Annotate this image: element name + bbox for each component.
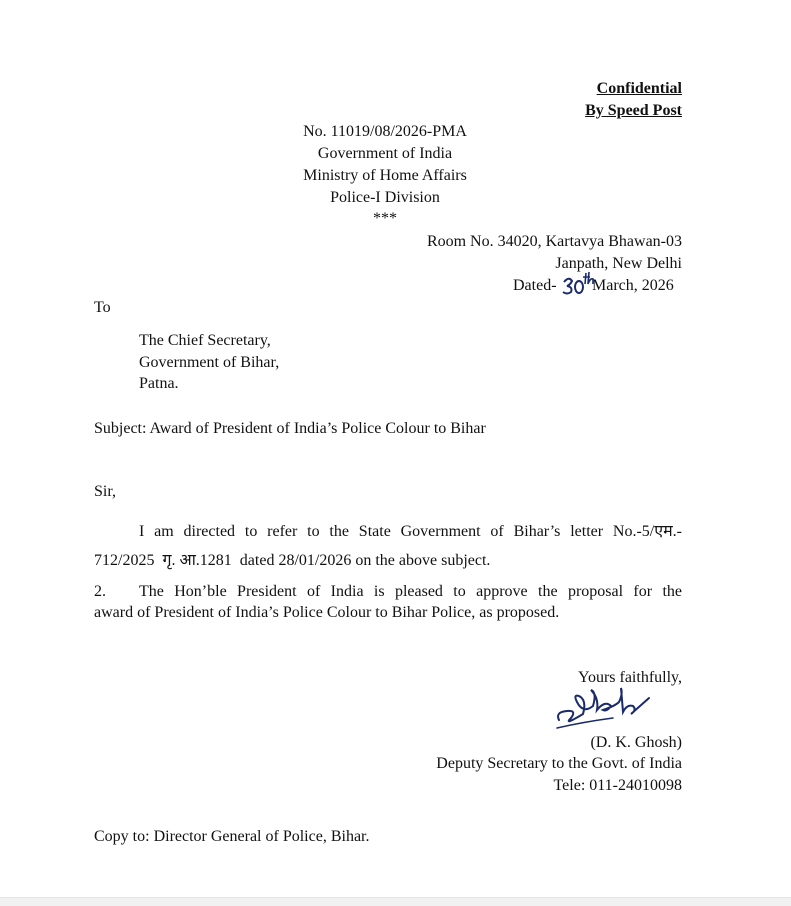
to-label: To bbox=[94, 299, 111, 316]
paragraph-2-line-1: The Hon’ble President of India is pleased to approve the proposal for the bbox=[139, 583, 682, 600]
handwritten-date bbox=[560, 270, 596, 300]
handwritten-date-ink bbox=[560, 270, 596, 300]
paragraph-1-line-1: I am directed to refer to the State Government of Bihar’s letter No.-5/एम.- bbox=[139, 523, 682, 540]
ministry-name: Ministry of Home Affairs bbox=[303, 167, 467, 184]
paragraph-2-line-2: award of President of India’s Police Colour to Bihar Police, as proposed. bbox=[94, 604, 560, 621]
room-address: Room No. 34020, Kartavya Bhawan-03 bbox=[426, 233, 682, 250]
recipient-line-2: Government of Bihar, bbox=[139, 354, 280, 371]
signatory-telephone: Tele: 011-24010098 bbox=[553, 777, 682, 794]
signatory-name: (D. K. Ghosh) bbox=[590, 734, 682, 751]
signatory-designation: Deputy Secretary to the Govt. of India bbox=[436, 755, 682, 772]
dated-suffix: March, 2026 bbox=[592, 277, 674, 294]
salutation: Sir, bbox=[94, 483, 117, 500]
subject-line: Subject: Award of President of India’s Police Colour to Bihar bbox=[94, 420, 486, 437]
reference-number: No. 11019/08/2026-PMA bbox=[303, 123, 467, 140]
government-name: Government of India bbox=[317, 145, 453, 162]
city-address: Janpath, New Delhi bbox=[555, 255, 682, 272]
valediction: Yours faithfully, bbox=[577, 669, 682, 686]
division-name: Police-I Division bbox=[330, 189, 440, 206]
copy-to: Copy to: Director General of Police, Bihar. bbox=[94, 828, 370, 845]
separator-stars: *** bbox=[373, 210, 397, 227]
signature bbox=[553, 684, 653, 732]
confidential-mark: Confidential bbox=[596, 80, 682, 97]
dated-prefix: Dated- bbox=[513, 277, 557, 294]
paragraph-1-line-2: 712/2025 गृ. आ.1281 dated 28/01/2026 on the above subject. bbox=[94, 552, 491, 569]
signature-ink bbox=[553, 684, 653, 732]
speed-post-mark: By Speed Post bbox=[585, 102, 682, 119]
recipient-line-3: Patna. bbox=[139, 375, 179, 392]
paragraph-2-number: 2. bbox=[94, 583, 106, 600]
recipient-line-1: The Chief Secretary, bbox=[139, 332, 271, 349]
